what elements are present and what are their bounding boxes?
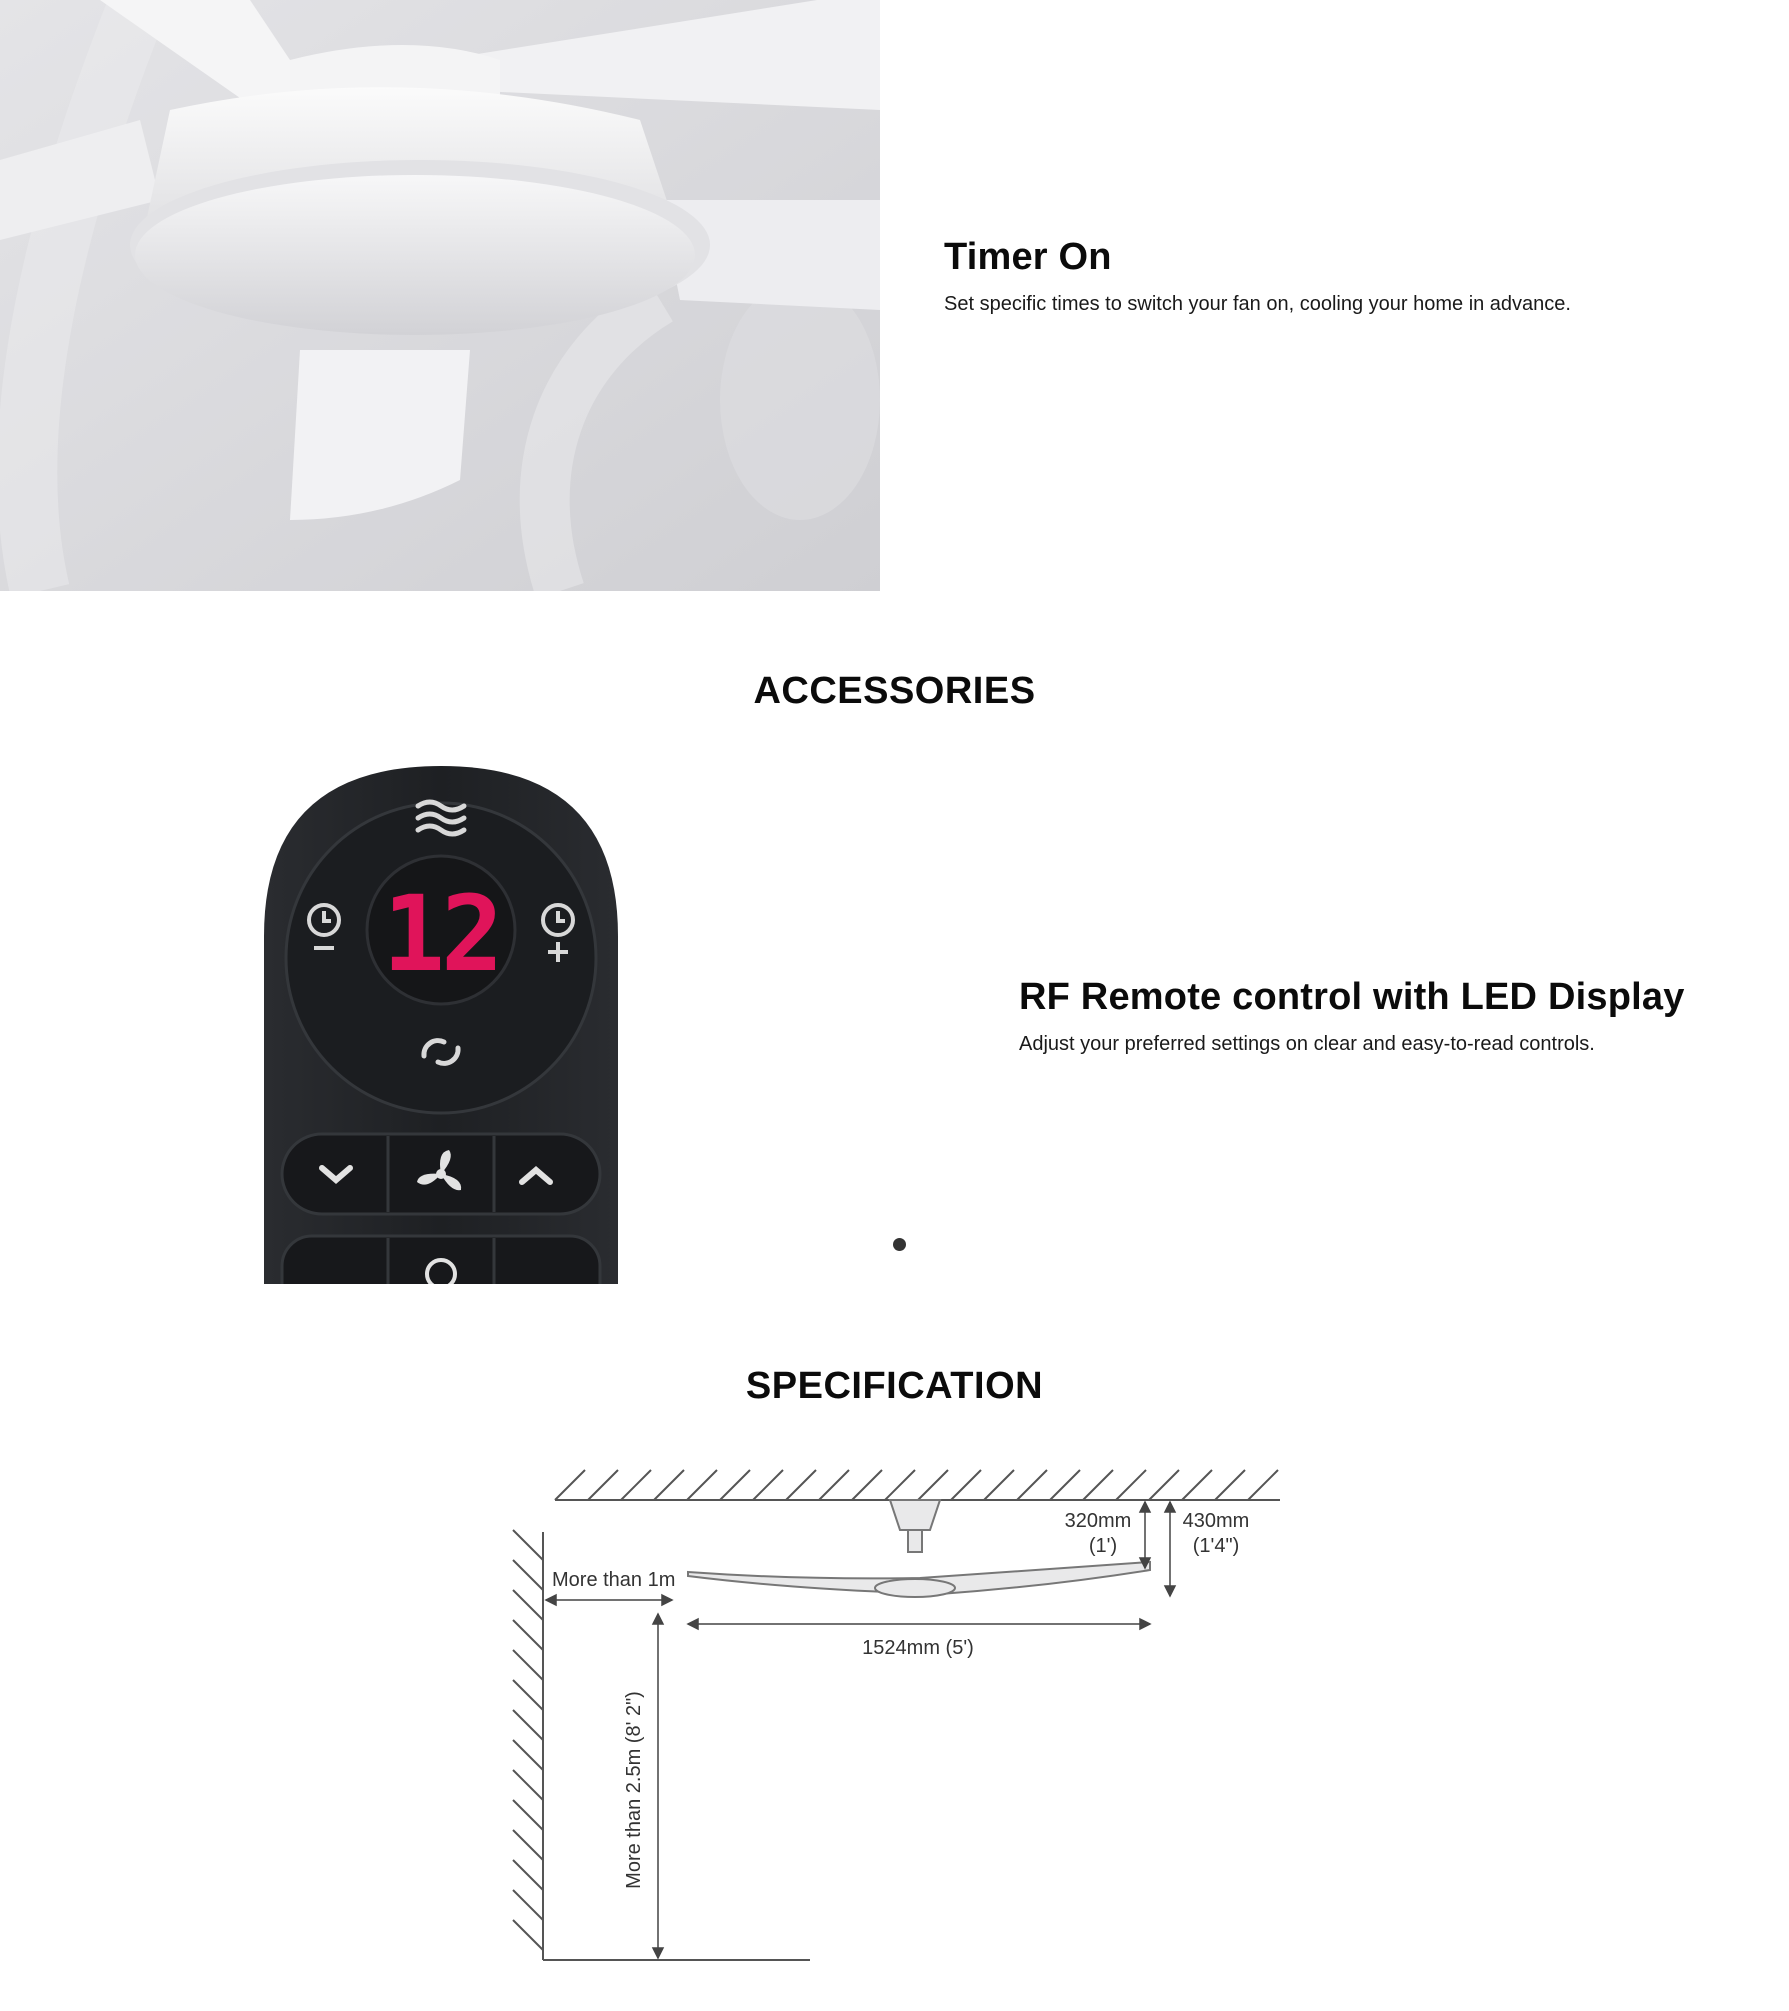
specification-heading: SPECIFICATION [745,1365,1044,1407]
remote-feature [1019,976,1759,1056]
remote-title: RF Remote control with LED Display [1019,976,1685,1018]
wall-hatching [513,1530,543,1950]
wall-clearance-label: More than 1m [552,1569,676,1591]
blade-span-label: 1524mm (5') [862,1637,974,1659]
timer-feature [944,236,1704,316]
drop-long-imperial-label: (1'4") [1192,1535,1240,1557]
accessories-heading: ACCESSORIES [753,670,1036,712]
drop-long-label: 430mm [1182,1510,1250,1532]
timer-title: Timer On [944,236,1112,278]
timer-description: Set specific times to switch your fan on, cooling your home in advance. [944,293,1571,315]
installation-diagram [500,1460,1290,1980]
ceiling-hatching [555,1470,1278,1500]
drop-short-imperial-label: (1') [1088,1535,1118,1557]
drop-short-label: 320mm [1064,1510,1132,1532]
carousel-dot[interactable] [893,1238,906,1251]
remote-control-image [264,766,618,1284]
led-display: 12 [382,873,500,995]
remote-description: Adjust your preferred settings on clear and easy-to-read controls. [1019,1033,1595,1055]
floor-clearance-label: More than 2.5m (8' 2") [623,1691,645,1889]
ceiling-fan-image [0,0,880,591]
